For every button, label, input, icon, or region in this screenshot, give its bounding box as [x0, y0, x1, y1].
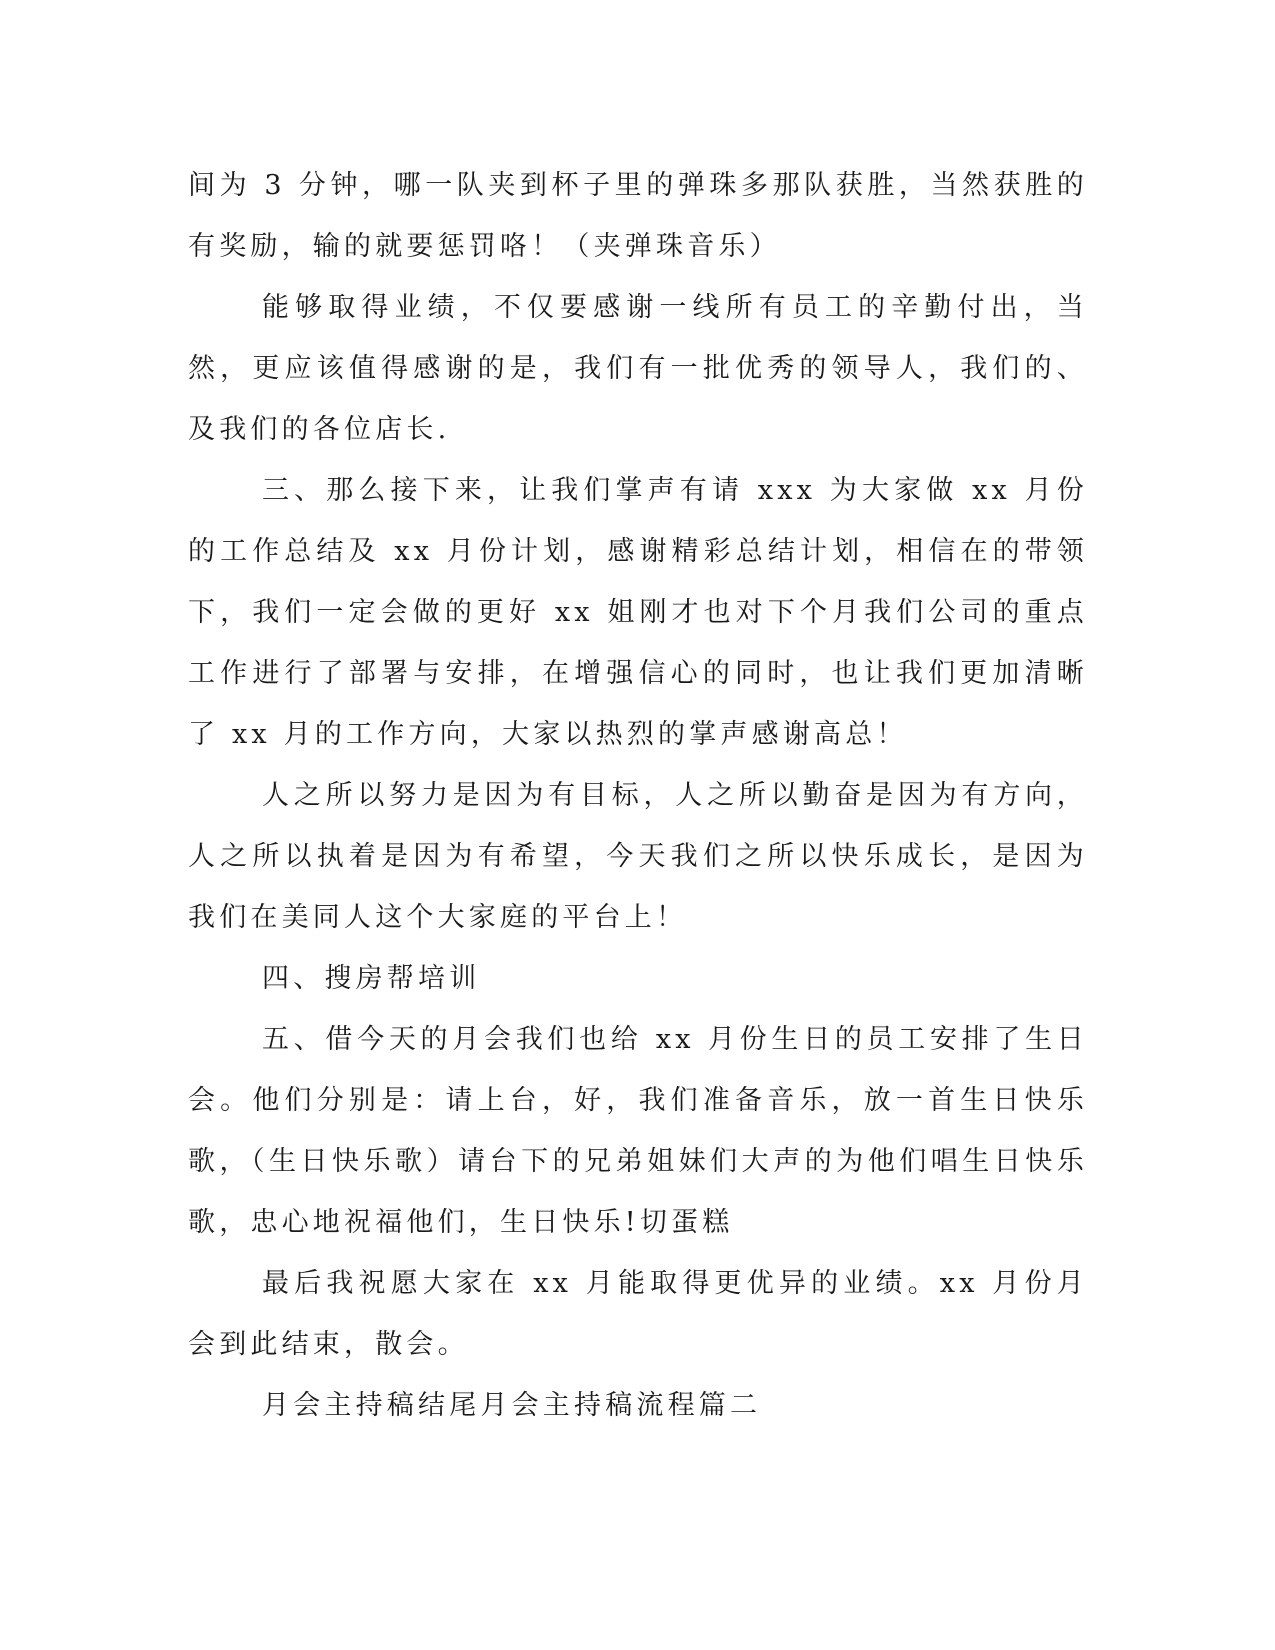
paragraph-section-four: 四、搜房帮培训 — [262, 963, 481, 994]
paragraph-motivation: 人之所以努力是因为有目标，人之所以勤奋是因为有方向，人之所以执着是因为有希望，今天我们之所以快乐成长，是因为我们在美同人这个大家庭的平台上！ — [188, 780, 1088, 933]
paragraph-thanks-staff: 能够取得业绩，不仅要感谢一线所有员工的辛勤付出，当然，更应该值得感谢的是，我们有一批优秀的领导人，我们的、及我们的各位店长. — [188, 292, 1088, 445]
document-body — [188, 155, 1088, 1436]
paragraph-section-five: 五、借今天的月会我们也给 xx 月份生日的员工安排了生日会。他们分别是：请上台，好，我们准备音乐，放一首生日快乐歌，（生日快乐歌）请台下的兄弟姐妹们大声的为他们唱生日快乐歌，忠心地祝福他们，生日快乐!切蛋糕 — [188, 1024, 1088, 1238]
paragraph-section-three: 三、那么接下来，让我们掌声有请 xxx 为大家做 xx 月份的工作总结及 xx 月份计划，感谢精彩总结计划，相信在的带领下，我们一定会做的更好 xx 姐刚才也对下个月我们公司的重点工作进行了部署与安排，在增强信心的同时，也让我们更加清晰了 xx 月的工作方向，大家以热烈的掌声感谢高总！ — [188, 475, 1088, 750]
paragraph-next-title: 月会主持稿结尾月会主持稿流程篇二 — [262, 1390, 762, 1421]
paragraph-timing-rules: 间为 3 分钟，哪一队夹到杯子里的弹珠多那队获胜，当然获胜的有奖励，输的就要惩罚咯！（夹弹珠音乐） — [188, 170, 1088, 262]
paragraph-closing: 最后我祝愿大家在 xx 月能取得更优异的业绩。xx 月份月会到此结束，散会。 — [188, 1268, 1088, 1360]
